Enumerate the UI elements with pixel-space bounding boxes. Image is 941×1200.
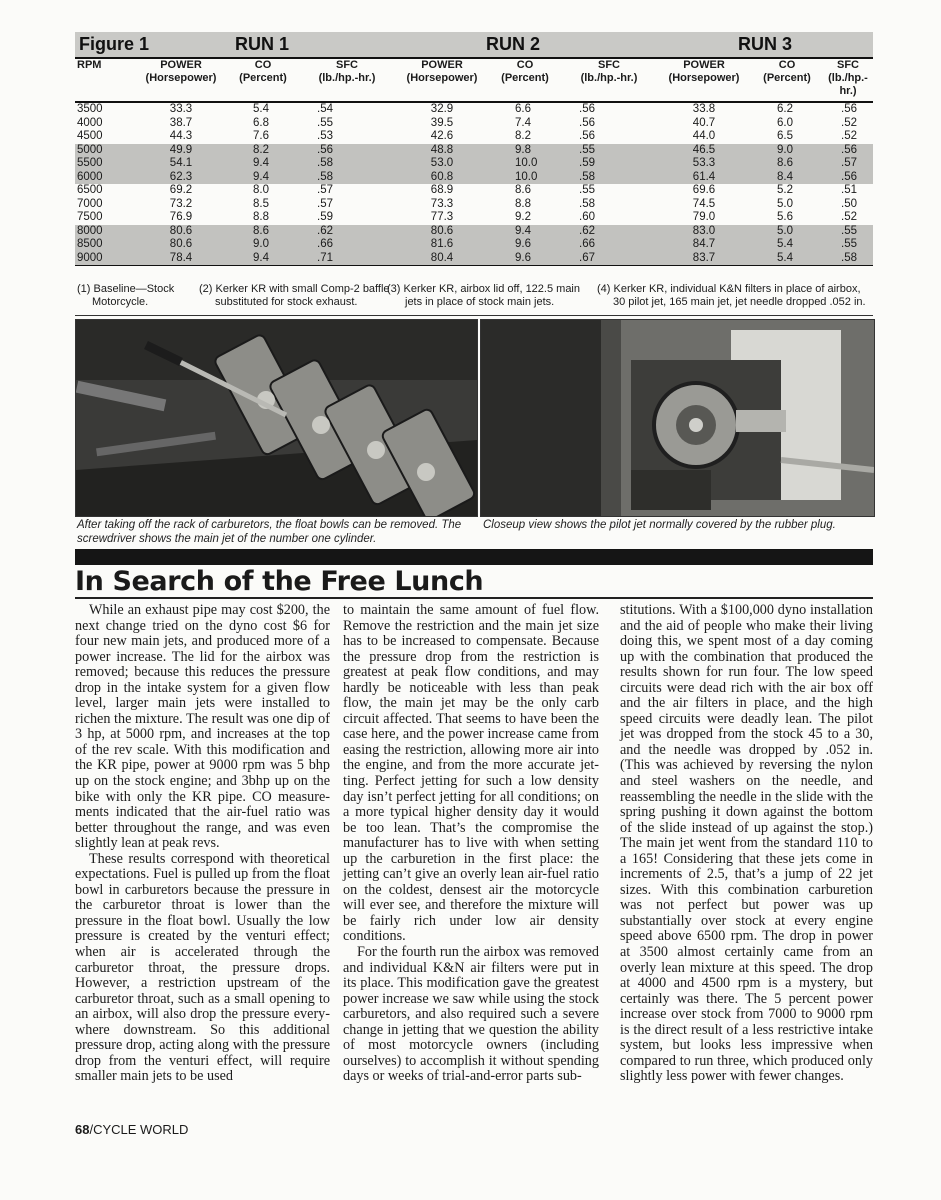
co-cell: 5.4 [751,252,823,266]
sfc-cell: .55 [579,184,595,196]
table-row [75,225,873,239]
rpm-cell: 5500 [75,157,135,171]
co-cell: 6.5 [777,130,793,142]
sfc-cell: .60 [579,211,595,223]
power-cell: 80.4 [395,252,489,266]
co-cell: 10.0 [489,157,561,171]
sfc-cell: .55 [823,225,873,239]
co-cell: 9.4 [227,252,299,266]
co-cell: 9.6 [489,238,561,252]
sfc-cell: .56 [579,103,595,115]
power-header-run1: POWER (Horsepower) [135,58,227,102]
co-cell: 6.0 [777,116,793,129]
sfc-cell: .56 [579,116,595,129]
co-cell: 6.8 [253,116,269,129]
sfc-cell: .66 [561,238,657,252]
power-cell: 53.3 [657,157,751,171]
co-cell: 5.6 [777,211,793,223]
power-cell: 73.2 [169,197,193,210]
co-cell: 9.8 [489,144,561,158]
sfc-cell: .66 [299,238,395,252]
sfc-header-run3: SFC (lb./hp.-hr.) [823,58,873,102]
co-cell: 9.4 [227,171,299,185]
co-header-run3: CO (Percent) [751,58,823,102]
table-row [75,184,873,198]
power-cell: 74.5 [692,197,716,210]
sfc-cell: .58 [299,157,395,171]
rpm-cell: 7000 [77,197,103,210]
co-cell: 9.4 [489,225,561,239]
co-cell: 8.6 [515,184,531,196]
run3-label: RUN 3 [738,34,793,54]
sfc-cell: .58 [561,171,657,185]
sfc-cell: .56 [299,144,395,158]
co-cell: 9.6 [489,252,561,266]
table-row [75,211,873,225]
co-cell: 8.8 [253,211,269,223]
rpm-cell: 6500 [77,184,103,196]
co-cell: 7.4 [515,116,531,129]
sfc-cell: .58 [823,252,873,266]
co-cell: 8.0 [253,184,269,196]
power-cell: 69.6 [692,184,716,196]
power-header-run2: POWER (Horsepower) [395,58,489,102]
power-cell: 78.4 [135,252,227,266]
rpm-cell: 8500 [75,238,135,252]
sfc-cell: .55 [823,238,873,252]
co-cell: 5.0 [777,197,793,210]
co-cell: 8.2 [227,144,299,158]
footnote-4: (4) Kerker KR, individual K&N filters in place of airbox, 30 pilot jet, 165 main jet, jet needle dropped .052 in. [597,283,866,308]
paragraph: For the fourth run the airbox was removed and individual K&N air filters were put in its place. This modification gave the greatest power increase we saw while using the stock carburetors, and also required such a severe change in jetting that we question the ability of most motorcycle owners (including ourselves) to accomplish it without spending days or weeks of trial-and-error parts sub- [343,944,599,1085]
table-row [75,117,873,131]
power-cell: 33.3 [169,103,193,115]
footnote-2: (2) Kerker KR with small Comp-2 baffle substituted for stock exhaust. [199,283,390,308]
co-cell: 8.2 [515,130,531,142]
paragraph: These results correspond with theoretical expectations. Fuel is pulled up from the float bowl in carburetors because the pressure in the carburetor throat is lower than the pressure in the float bowl. Usually the low pressure is created by the venturi effect; when air is accelerated through the carburetor throat, the pressure drops. However, a restriction upstream of the carburetor throat, such as a small opening to an airbox, will also drop the pressure everywhere downstream. So this additional pressure drop, acting along with the pressure drop from the venturi effect, will require smaller main jets to be used [75,850,330,1085]
article-headline: In Search of the Free Lunch [75,566,484,597]
sfc-cell: .56 [823,171,873,185]
footnote-3: (3) Kerker KR, airbox lid off, 122.5 main jets in place of stock main jets. [387,283,580,308]
sfc-cell: .54 [317,103,333,115]
table-row [75,198,873,212]
power-cell: 38.7 [169,116,193,129]
sfc-cell: .58 [299,171,395,185]
sfc-cell: .55 [561,144,657,158]
sfc-cell: .53 [317,130,333,142]
headline-underline [75,597,873,599]
sfc-cell: .52 [841,116,857,129]
co-header-run2: CO (Percent) [489,58,561,102]
headline-rule [75,549,873,565]
sfc-cell: .59 [561,157,657,171]
power-cell: 44.0 [692,130,716,142]
rpm-cell: 3500 [77,103,103,115]
page-number: 68 [75,1122,90,1137]
figure-header-bar [75,32,873,59]
right-photo-caption: Closeup view shows the pilot jet normally covered by the rubber plug. [483,519,836,531]
power-cell: 46.5 [657,144,751,158]
sfc-cell: .58 [579,197,595,210]
power-cell: 80.6 [135,225,227,239]
co-header-run1: CO (Percent) [227,58,299,102]
co-cell: 5.4 [253,103,269,115]
paragraph: to maintain the same amount of fuel flow. Remove the restriction and the main jet size has to be increased to compensate. Because the pressure drop from the restriction is greatest at peak flow conditions, and may hardly be noticeable with less than peak flow, the main jet may be the only carb circuit affected. That seems to have been the case here, and the power increase came from easing the restriction, allowing more air into the engine, and from the more accurate jetting. Perfect jetting for such a low density day isn’t perfect jetting for all conditions; on a more typical higher density day it would be too lean. That’s the compromise the manufacturer has to live with when setting up the carburetion in the first place: the jetting can’t give an overly lean air-fuel ratio on the coldest, densest air the motorcycle will ever see, and therefore the mixture will be fairly rich under low air density conditions. [343,602,599,945]
table-body [75,102,873,266]
co-cell: 8.4 [751,171,823,185]
sfc-header-run1: SFC (lb./hp.-hr.) [299,58,395,102]
sfc-cell: .71 [299,252,395,266]
article-column-1 [75,603,330,1085]
power-cell: 76.9 [169,211,193,223]
power-cell: 73.3 [430,197,454,210]
power-cell: 40.7 [692,116,716,129]
co-cell: 6.2 [777,103,793,115]
co-cell: 9.0 [227,238,299,252]
sfc-cell: .56 [579,130,595,142]
sfc-cell: .56 [841,103,857,115]
table-row [75,102,873,117]
power-cell: 48.8 [395,144,489,158]
sfc-cell: .59 [317,211,333,223]
table-row [75,238,873,252]
sfc-cell: .62 [561,225,657,239]
rpm-cell: 6000 [75,171,135,185]
power-cell: 44.3 [169,130,193,142]
run1-label: RUN 1 [235,34,290,54]
pilot-jet-closeup-photo [480,319,875,517]
co-cell: 8.8 [515,197,531,210]
power-cell: 49.9 [135,144,227,158]
power-cell: 42.6 [430,130,454,142]
footnote-1: (1) Baseline—Stock Motorcycle. [77,283,175,308]
power-cell: 54.1 [135,157,227,171]
rpm-cell: 4000 [77,116,103,129]
paragraph: stitutions. With a $100,000 dyno installation and the aid of people who make their living doing this, we spent most of a day coming up with the combination that produced the results shown for run four. The low speed circuits were dead rich with the air box off and the air filters in place, and the high speed circuits were deadly lean. The pilot jet was dropped from the stock 45 to a 30, and the needle was dropped by .052 in. (This was achieved by reversing the nylon and steel washers on the needle, and reassembling the needle in the slide with the spring pushing it down against the bottom of the slide instead of up against the stop.) The main jet went from the standard 110 to a 165! Considering that these jets come in increments of 2.5, that’s a jump of 22 jet sizes. With this combination carburetion was not perfect but power was up substantially over stock at every engine speed above 6500 rpm. The drop in power at 3500 almost certainly came from an overly lean mixture at this speed. The drop at 4000 and 4500 rpm is a mystery, but certainly was there. The 5 percent power increase over stock from 7000 to 9000 rpm is the direct result of a less restrictive intake system, but looks less impressive when compared to run three, which produced only slightly less power with fewer changes. [620,602,873,1085]
co-cell: 8.5 [253,197,269,210]
power-cell: 77.3 [430,211,454,223]
table-row [75,157,873,171]
power-cell: 83.0 [657,225,751,239]
power-cell: 68.9 [430,184,454,196]
rpm-cell: 8000 [75,225,135,239]
table-row [75,144,873,158]
page-folio [75,1122,188,1137]
sfc-cell: .56 [823,144,873,158]
paragraph: While an exhaust pipe may cost $200, the next change tried on the dyno cost $6 for four new main jets, and produced more of a power increase. The lid for the airbox was removed; because this reduces the pressure drop in the intake system for a given flow level, larger main jets were installed to richen the mixture. The result was one dip of 3 hp, at 5000 rpm, and increases at the top of the rev scale. With this modification and the KR pipe, power at 9000 rpm was 5 bhp up on the stock engine; and 3bhp up on the bike with only the KR pipe. CO measurements indicated that the air-fuel ratio was better throughout the range, and was even slightly lean at peak revs. [75,602,330,852]
table-footnotes [75,283,873,316]
table-header-row [75,58,873,102]
left-photo-caption: After taking off the rack of carburetors, the float bowls can be removed. The screwdriver shows the main jet of the number one cylinder. [77,519,462,545]
co-cell: 5.4 [751,238,823,252]
sfc-cell: .50 [841,197,857,210]
table-row [75,252,873,266]
co-cell: 5.2 [777,184,793,196]
co-cell: 9.4 [227,157,299,171]
power-cell: 84.7 [657,238,751,252]
sfc-cell: .57 [823,157,873,171]
co-cell: 5.0 [751,225,823,239]
power-cell: 39.5 [430,116,454,129]
power-cell: 79.0 [692,211,716,223]
co-cell: 10.0 [489,171,561,185]
co-cell: 8.6 [751,157,823,171]
sfc-cell: .52 [841,130,857,142]
sfc-cell: .57 [317,184,333,196]
power-cell: 53.0 [395,157,489,171]
sfc-cell: .55 [317,116,333,129]
article-column-3 [620,603,873,1085]
co-cell: 7.6 [253,130,269,142]
power-cell: 32.9 [430,103,454,115]
power-cell: 33.8 [692,103,716,115]
table-row [75,171,873,185]
rpm-header: RPM [75,58,135,102]
rpm-cell: 9000 [75,252,135,266]
sfc-cell: .62 [299,225,395,239]
figure-label: Figure 1 [79,34,150,54]
sfc-cell: .51 [841,184,857,196]
co-cell: 8.6 [227,225,299,239]
rpm-cell: 4500 [77,130,103,142]
co-cell: 9.0 [751,144,823,158]
power-cell: 80.6 [135,238,227,252]
power-cell: 81.6 [395,238,489,252]
sfc-header-run2: SFC (lb./hp.-hr.) [561,58,657,102]
run2-label: RUN 2 [486,34,541,54]
publication-name: /CYCLE WORLD [89,1122,189,1137]
power-cell: 62.3 [135,171,227,185]
power-cell: 60.8 [395,171,489,185]
co-cell: 9.2 [515,211,531,223]
carburetor-rack-photo [75,319,478,517]
power-cell: 69.2 [169,184,193,196]
table-row [75,130,873,144]
power-cell: 61.4 [657,171,751,185]
sfc-cell: .67 [561,252,657,266]
sfc-cell: .52 [841,211,857,223]
power-header-run3: POWER (Horsepower) [657,58,751,102]
sfc-cell: .57 [317,197,333,210]
rpm-cell: 7500 [77,211,103,223]
power-cell: 80.6 [395,225,489,239]
co-cell: 6.6 [515,103,531,115]
dyno-results-table [75,58,873,266]
power-cell: 83.7 [657,252,751,266]
rpm-cell: 5000 [75,144,135,158]
article-column-2 [343,603,599,1085]
